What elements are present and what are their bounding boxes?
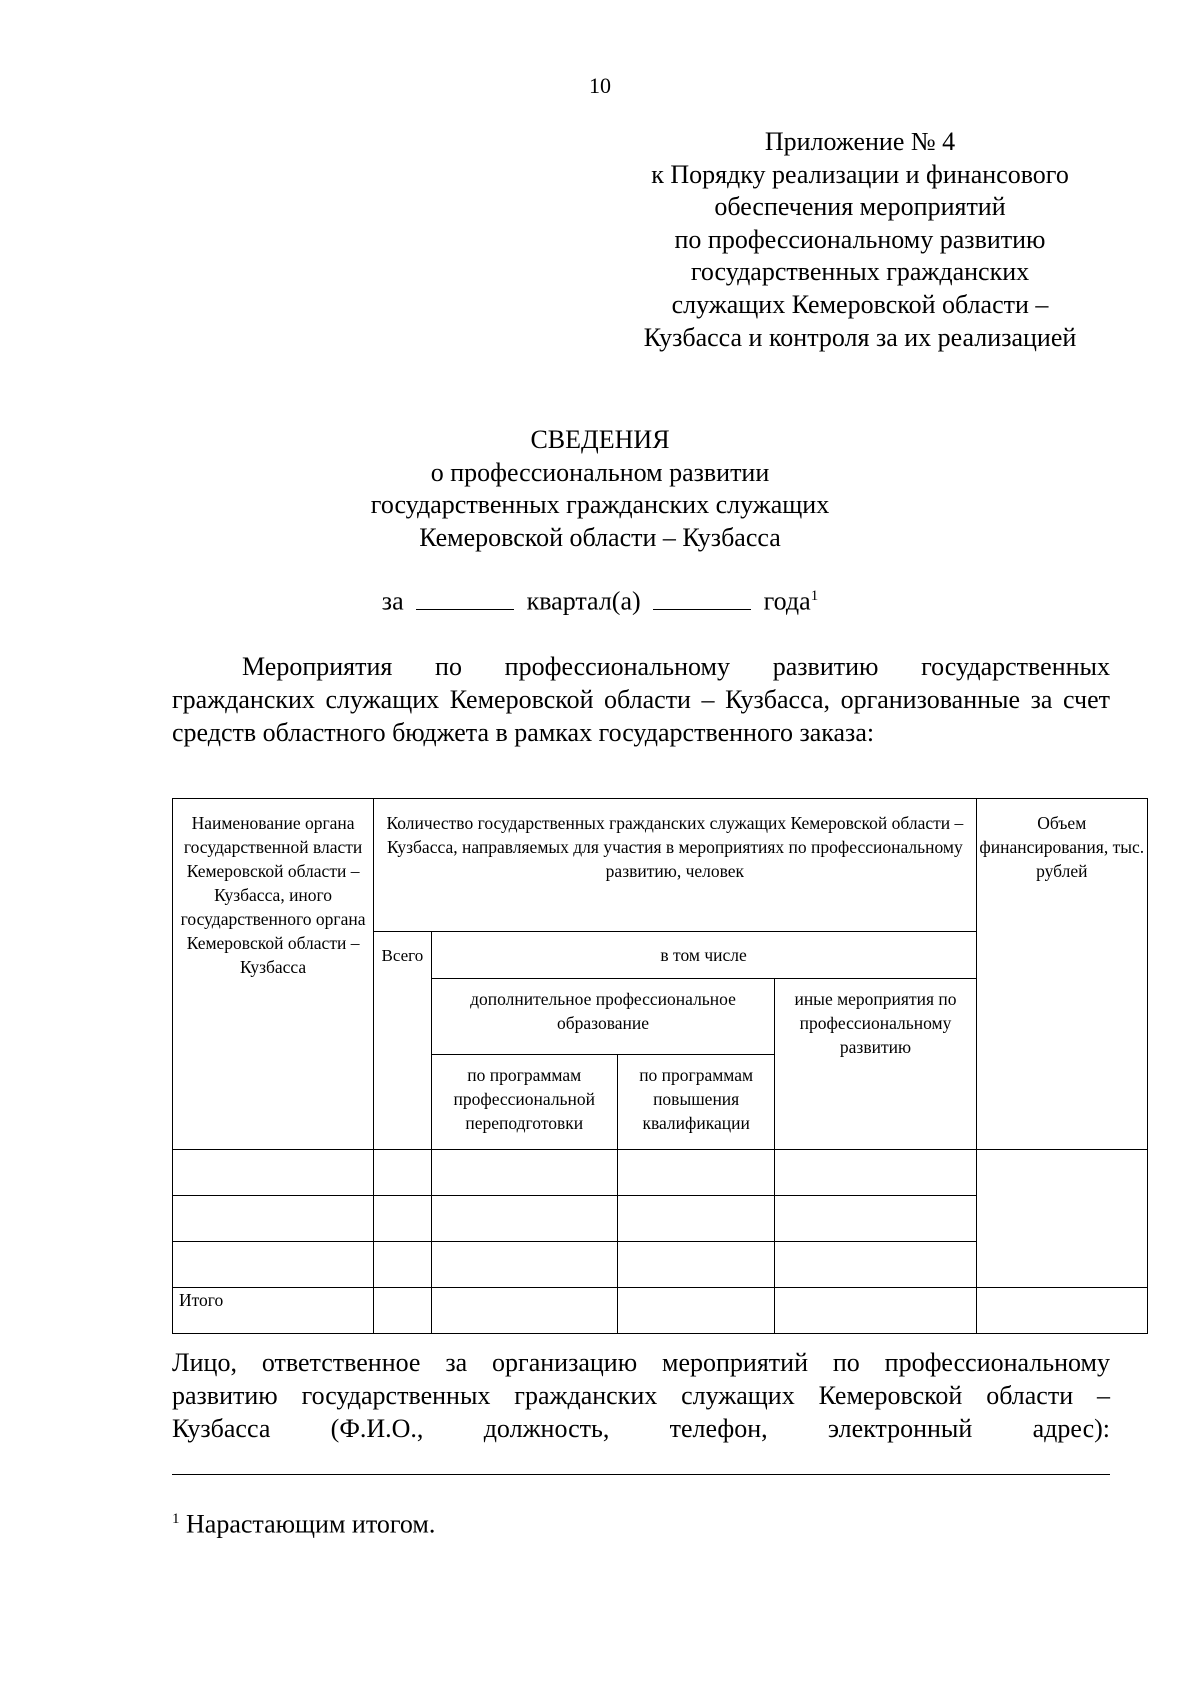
appendix-line: по профессиональному развитию — [674, 224, 1046, 254]
responsible-person-paragraph: Лицо, ответственное за организацию мероприятий по профессиональному развитию государственных гражданских служащих Кемеровской области – Кузбасса (Ф.И.О., должность, телефон, электронный адрес): — [172, 1348, 1110, 1443]
title-line: Кемеровской области – Кузбасса — [419, 522, 781, 552]
title-line: о профессиональном развитии — [430, 457, 770, 487]
total-row-label: Итого — [173, 1288, 374, 1334]
table-cell[interactable] — [617, 1242, 775, 1288]
intro-paragraph: Мероприятия по профессиональному развитию государственных гражданских служащих Кемеровской области – Кузбасса, организованные за счет средств областного бюджета в рамках государственного заказа: — [172, 652, 1110, 747]
title-heading: СВЕДЕНИЯ — [530, 425, 670, 454]
table-cell[interactable] — [374, 1150, 431, 1196]
header-employee-count: Количество государственных гражданских служащих Кемеровской области – Кузбасса, направляемых для участия в мероприятиях по профессиональному развитию, человек — [374, 799, 976, 932]
table-cell[interactable] — [775, 1150, 976, 1196]
responsible-person-fill-line[interactable] — [172, 1474, 1110, 1475]
quarter-blank-field[interactable] — [416, 587, 514, 610]
period-quarter-label: квартал(а) — [526, 586, 641, 616]
table-cell[interactable] — [617, 1288, 775, 1334]
header-financing: Объем финансирования, тыс. рублей — [976, 799, 1147, 1150]
period-year-label: года — [763, 586, 811, 616]
appendix-line: обеспечения мероприятий — [714, 192, 1006, 222]
appendix-line: Приложение № 4 — [764, 127, 956, 156]
header-additional-education: дополнительное профессиональное образование — [431, 979, 775, 1055]
professional-development-table — [172, 798, 1148, 1334]
table-cell-financing-merged[interactable] — [976, 1150, 1147, 1288]
table-cell[interactable] — [617, 1150, 775, 1196]
table-cell[interactable] — [431, 1196, 617, 1242]
table-cell[interactable] — [431, 1242, 617, 1288]
header-organization: Наименование органа государственной власти Кемеровской области – Кузбасса, иного государственного органа Кемеровской области – Кузбасса — [173, 799, 374, 1150]
table-cell[interactable] — [374, 1242, 431, 1288]
page-number: 10 — [589, 73, 611, 98]
table-cell[interactable] — [976, 1288, 1147, 1334]
footnote — [172, 1503, 435, 1541]
header-other-activities: иные мероприятия по профессиональному развитию — [775, 979, 976, 1150]
year-blank-field[interactable] — [653, 587, 751, 610]
table-total-row — [173, 1288, 1148, 1334]
table-cell[interactable] — [173, 1150, 374, 1196]
table-cell[interactable] — [775, 1242, 976, 1288]
footnote-text: Нарастающим итогом. — [186, 1509, 436, 1539]
table-cell[interactable] — [173, 1242, 374, 1288]
appendix-block — [615, 126, 1105, 354]
header-qualification: по программам повышения квалификации — [617, 1055, 775, 1150]
appendix-line: государственных гражданских — [690, 257, 1030, 287]
table-row — [173, 1150, 1148, 1196]
table-cell[interactable] — [431, 1288, 617, 1334]
header-total: Всего — [374, 932, 431, 1150]
document-title — [0, 424, 1200, 554]
table-cell[interactable] — [775, 1288, 976, 1334]
table-cell[interactable] — [775, 1196, 976, 1242]
header-retraining: по программам профессиональной переподготовки — [431, 1055, 617, 1150]
table-cell[interactable] — [374, 1288, 431, 1334]
table-cell[interactable] — [173, 1196, 374, 1242]
table-cell[interactable] — [617, 1196, 775, 1242]
appendix-line: Кузбасса и контроля за их реализацией — [643, 322, 1077, 352]
table-cell[interactable] — [431, 1150, 617, 1196]
table-cell[interactable] — [374, 1196, 431, 1242]
footnote-number: 1 — [172, 1511, 180, 1527]
appendix-line: служащих Кемеровской области – — [671, 289, 1049, 319]
reporting-period — [0, 580, 1200, 618]
appendix-line: к Порядку реализации и финансового — [651, 159, 1069, 189]
footnote-mark: 1 — [810, 588, 819, 604]
period-prefix: за — [381, 586, 404, 616]
header-including: в том числе — [431, 932, 976, 979]
title-line: государственных гражданских служащих — [370, 490, 830, 520]
